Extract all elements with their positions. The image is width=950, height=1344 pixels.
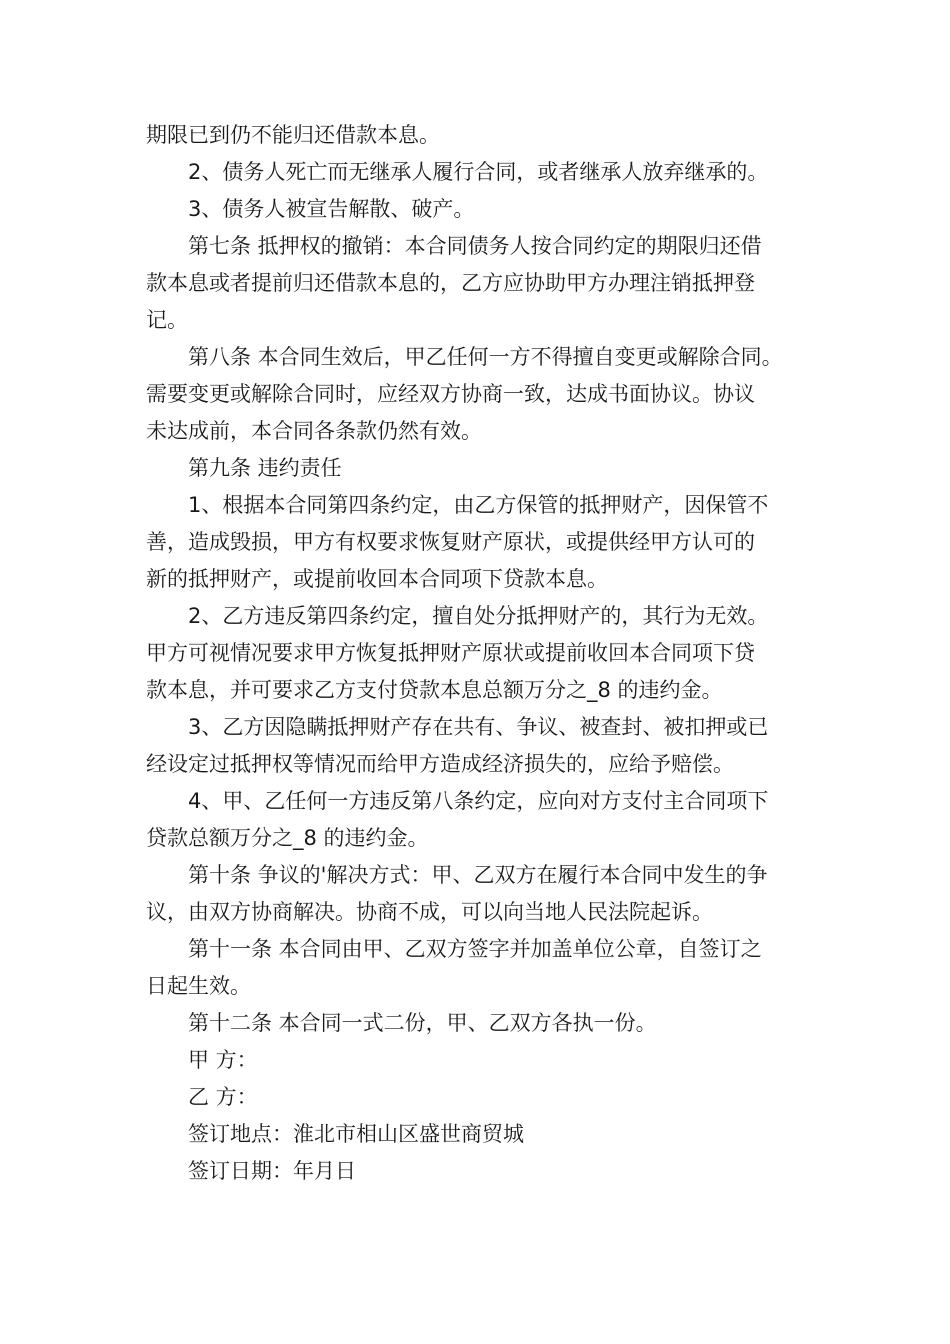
document-line: 第八条 本合同生效后，甲乙任何一方不得擅自变更或解除合同。: [188, 345, 783, 369]
document-line: 期限已到仍不能归还借款本息。: [146, 123, 440, 147]
document-line: 记。: [146, 308, 188, 332]
document-line: 签订日期：年月日: [188, 1159, 356, 1183]
document-line: 议，由双方协商解决。协商不成，可以向当地人民法院起诉。: [146, 900, 713, 924]
document-line: 甲方可视情况要求甲方恢复抵押财产原状或提前收回本合同项下贷: [146, 641, 755, 665]
document-line: 新的抵押财产，或提前收回本合同项下贷款本息。: [146, 567, 608, 591]
document-line: 款本息或者提前归还借款本息的，乙方应协助甲方办理注销抵押登: [146, 271, 755, 295]
document-line: 善，造成毁损，甲方有权要求恢复财产原状，或提供经甲方认可的: [146, 530, 755, 554]
document-line: 3、乙方因隐瞒抵押财产存在共有、争议、被查封、被扣押或已: [188, 715, 769, 739]
document-line: 经设定过抵押权等情况而给甲方造成经济损失的，应给予赔偿。: [146, 752, 734, 776]
document-line: 需要变更或解除合同时，应经双方协商一致，达成书面协议。协议: [146, 382, 755, 406]
document-line: 第十条 争议的'解决方式：甲、乙双方在履行本合同中发生的争: [188, 863, 768, 887]
document-line: 第九条 违约责任: [188, 456, 342, 480]
document-line: 签订地点：淮北市相山区盛世商贸城: [188, 1122, 524, 1146]
document-line: 1、根据本合同第四条约定，由乙方保管的抵押财产，因保管不: [188, 493, 769, 517]
document-line: 日起生效。: [146, 974, 251, 998]
document-line: 乙 方：: [188, 1085, 258, 1109]
document-line: 第十二条 本合同一式二份，甲、乙双方各执一份。: [188, 1011, 657, 1035]
document-line: 4、甲、乙任何一方违反第八条约定，应向对方支付主合同项下: [188, 789, 769, 813]
document-line: 3、债务人被宣告解散、破产。: [188, 197, 475, 221]
document-line: 第七条 抵押权的撤销：本合同债务人按合同约定的期限归还借: [188, 234, 762, 258]
document-line: 甲 方：: [188, 1048, 258, 1072]
document-line: 贷款总额万分之_8 的违约金。: [146, 826, 429, 850]
document-line: 2、债务人死亡而无继承人履行合同，或者继承人放弃继承的。: [188, 160, 769, 184]
document-line: 款本息，并可要求乙方支付贷款本息总额万分之_8 的违约金。: [146, 678, 723, 702]
document-line: 第十一条 本合同由甲、乙双方签字并加盖单位公章，自签订之: [188, 937, 762, 961]
document-line: 2、乙方违反第四条约定，擅自处分抵押财产的，其行为无效。: [188, 604, 769, 628]
document-body: [146, 117, 808, 1190]
document-line: 未达成前，本合同各条款仍然有效。: [146, 419, 482, 443]
